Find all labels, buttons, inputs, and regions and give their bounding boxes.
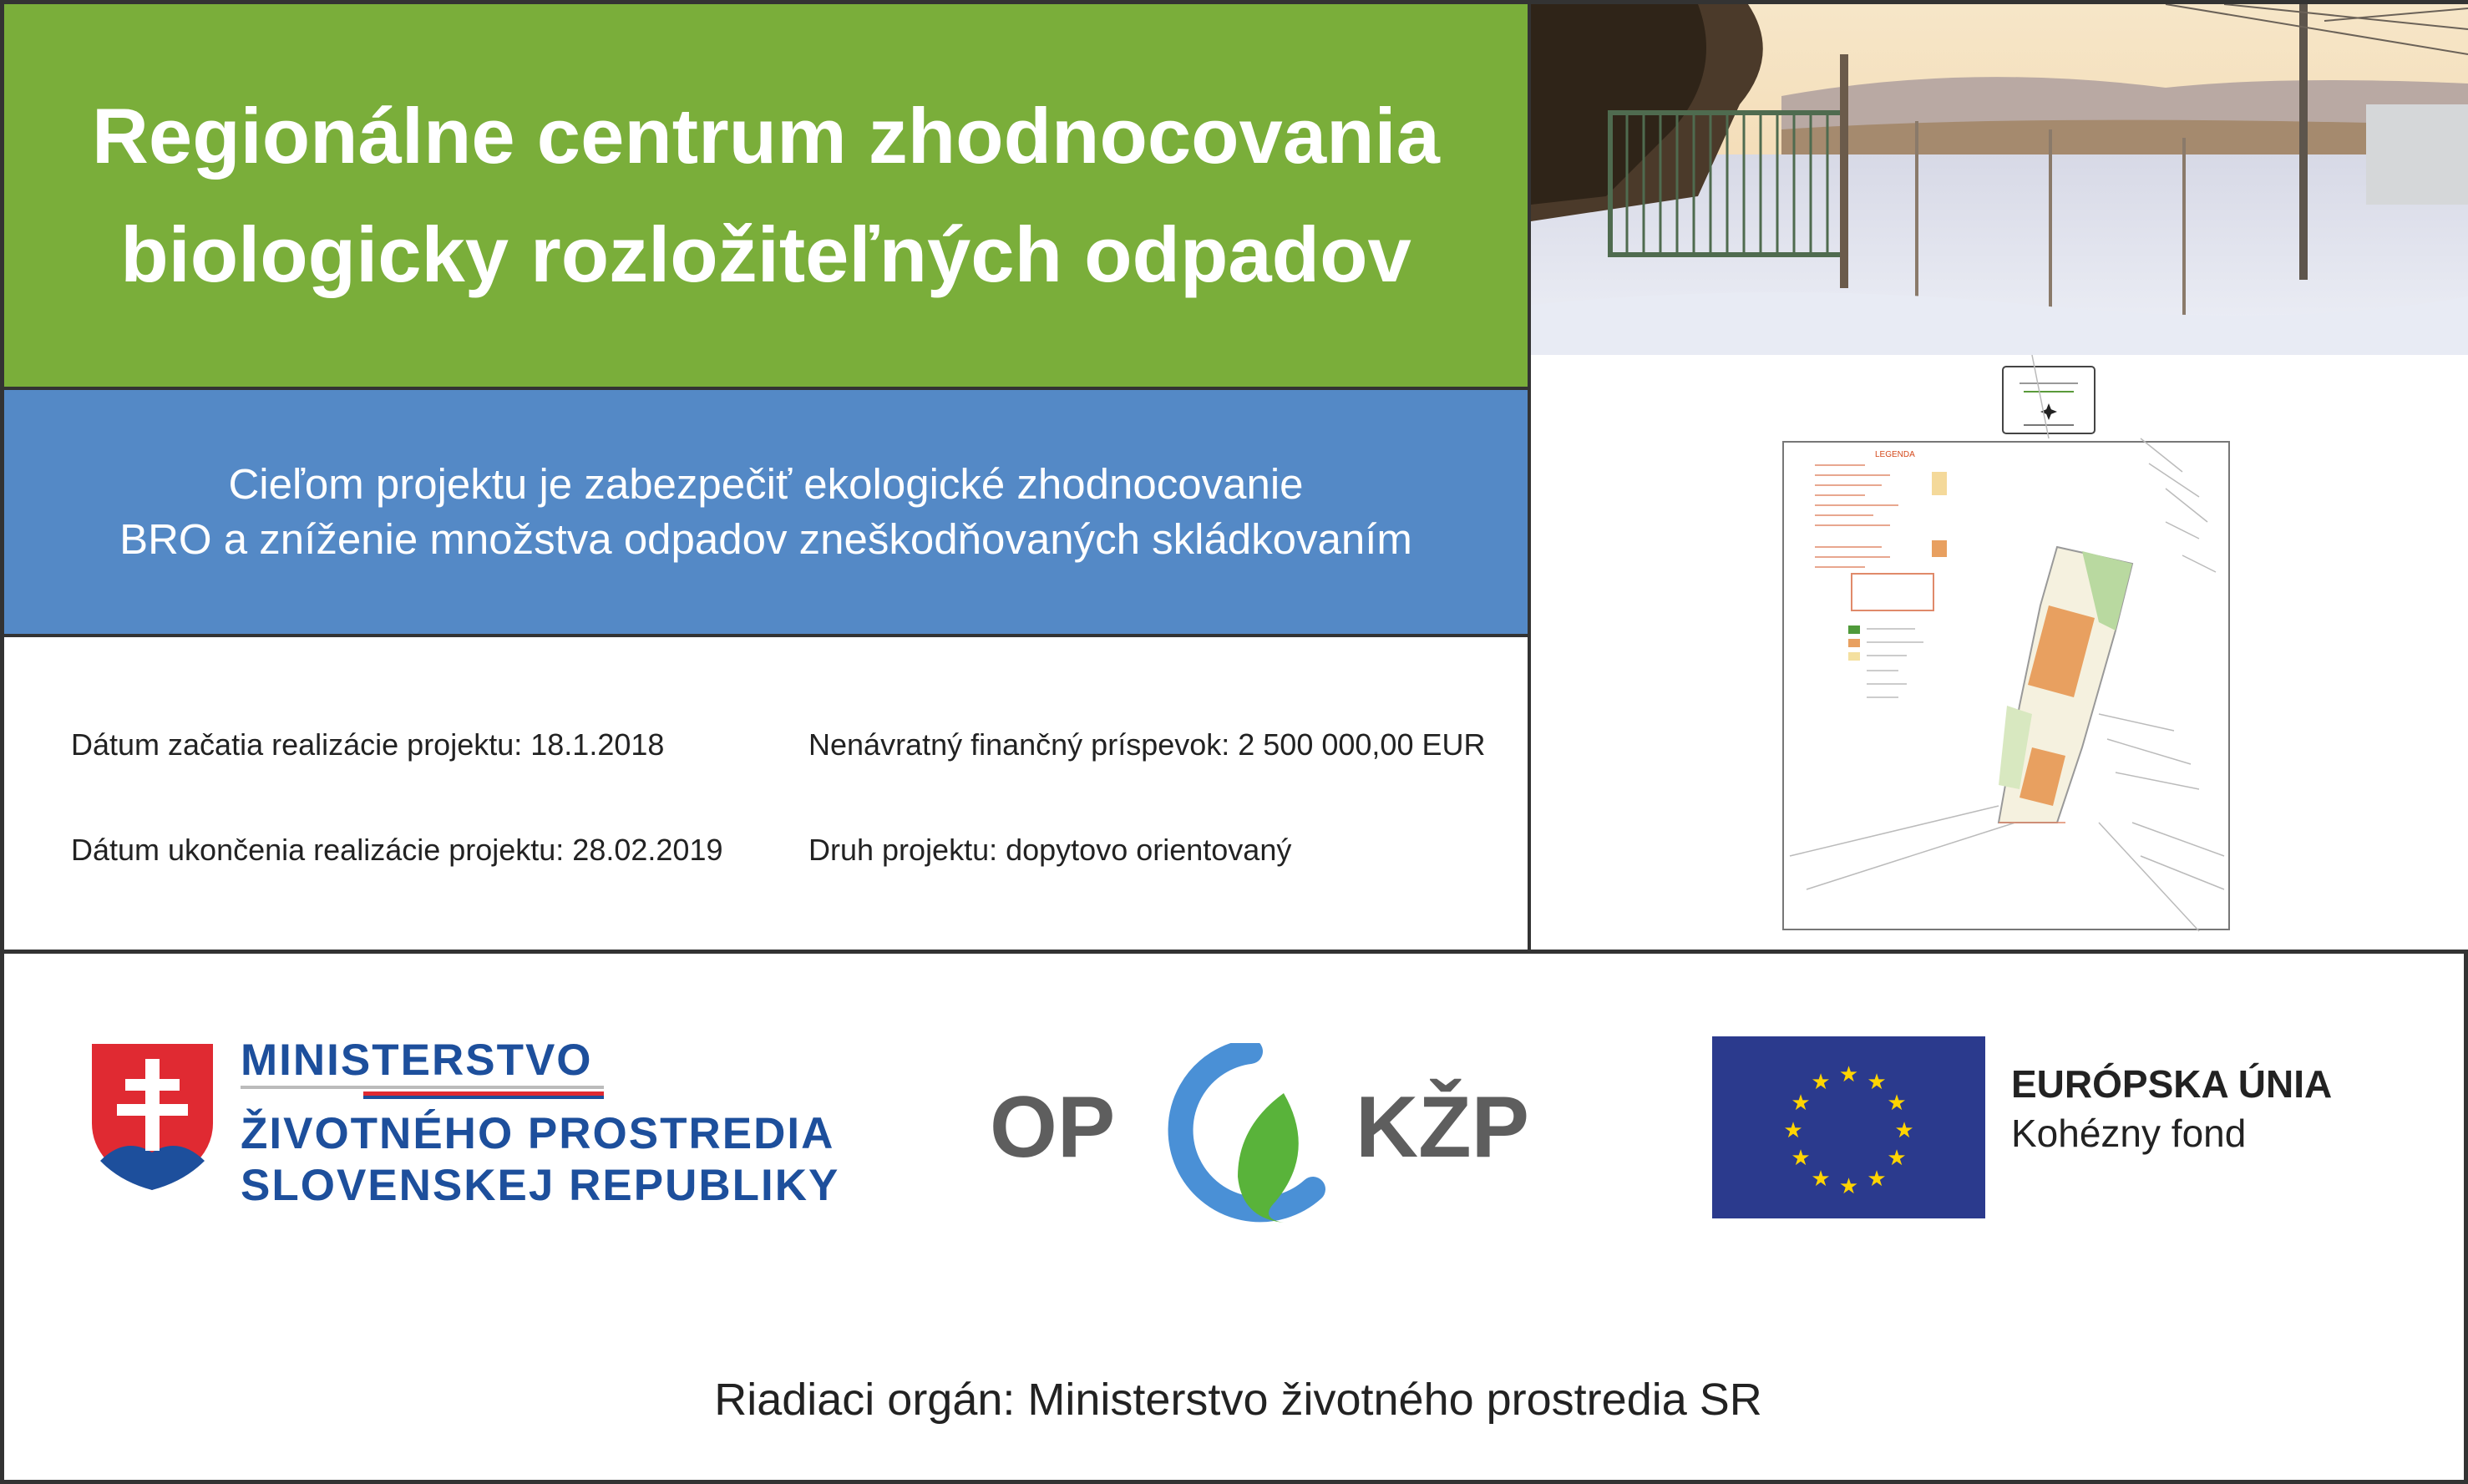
goal-panel [4, 390, 1531, 637]
svg-text:★: ★ [1887, 1091, 1907, 1116]
end-date: Dátum ukončenia realizácie projektu: 28.02.2019 [71, 833, 723, 867]
managing-authority: Riadiaci orgán: Ministerstvo životného prostredia SR [714, 1375, 1762, 1425]
svg-text:★: ★ [1783, 1118, 1803, 1143]
section-divider [4, 950, 2468, 954]
goal-line-2: BRO a zníženie množstva odpadov zneškodňovaných skládkovaním [119, 515, 1412, 563]
op-kzp-logo-left: OP [990, 1079, 1116, 1176]
ministry-line-1: MINISTERSTVO [241, 1036, 593, 1085]
project-title [92, 77, 1440, 314]
title-line-2: biologicky rozložiteľných odpadov [120, 210, 1411, 298]
svg-text:★: ★ [1894, 1118, 1914, 1143]
ministry-underline-grey [241, 1086, 604, 1089]
ministry-underline-blue [363, 1096, 604, 1099]
svg-text:★: ★ [1811, 1167, 1831, 1192]
eu-subtitle: Kohézny fond [2011, 1112, 2247, 1155]
svg-text:★: ★ [1791, 1146, 1811, 1171]
slovak-coat-of-arms-icon [92, 1044, 213, 1190]
ministry-line-2: ŽIVOTNÉHO PROSTREDIA [241, 1109, 835, 1158]
info-panel [4, 637, 1531, 953]
site-photo [1531, 4, 2468, 355]
svg-text:★: ★ [1791, 1091, 1811, 1116]
svg-text:★: ★ [1838, 1062, 1859, 1087]
svg-text:★: ★ [1811, 1070, 1831, 1095]
op-kzp-logo-right: KŽP [1356, 1079, 1529, 1176]
site-map-image [1531, 355, 2468, 953]
map-legend-title: LEGENDA [1875, 450, 1915, 459]
start-date: Dátum začatia realizácie projektu: 18.1.2018 [71, 727, 665, 762]
project-type: Druh projektu: dopytovo orientovaný [808, 833, 1292, 867]
title-line-1: Regionálne centrum zhodnocovania [92, 92, 1440, 180]
svg-text:★: ★ [1867, 1070, 1887, 1095]
site-map [1531, 355, 2468, 953]
svg-text:★: ★ [1887, 1146, 1907, 1171]
title-panel [4, 4, 1531, 390]
ministry-line-3: SLOVENSKEJ REPUBLIKY [241, 1161, 840, 1210]
svg-text:★: ★ [1867, 1167, 1887, 1192]
project-goal [119, 457, 1412, 567]
grant-amount: Nenávratný finančný príspevok: 2 500 000,00 EUR [808, 727, 1486, 762]
eu-flag-icon [1712, 1036, 1985, 1218]
goal-line-1: Cieľom projektu je zabezpečiť ekologické zhodnocovanie [228, 460, 1304, 508]
eu-title: EURÓPSKA ÚNIA [2011, 1062, 2333, 1106]
op-kzp-leaf-icon [1158, 1043, 1325, 1227]
svg-text:★: ★ [1838, 1174, 1859, 1199]
site-photo-image [1531, 4, 2468, 355]
